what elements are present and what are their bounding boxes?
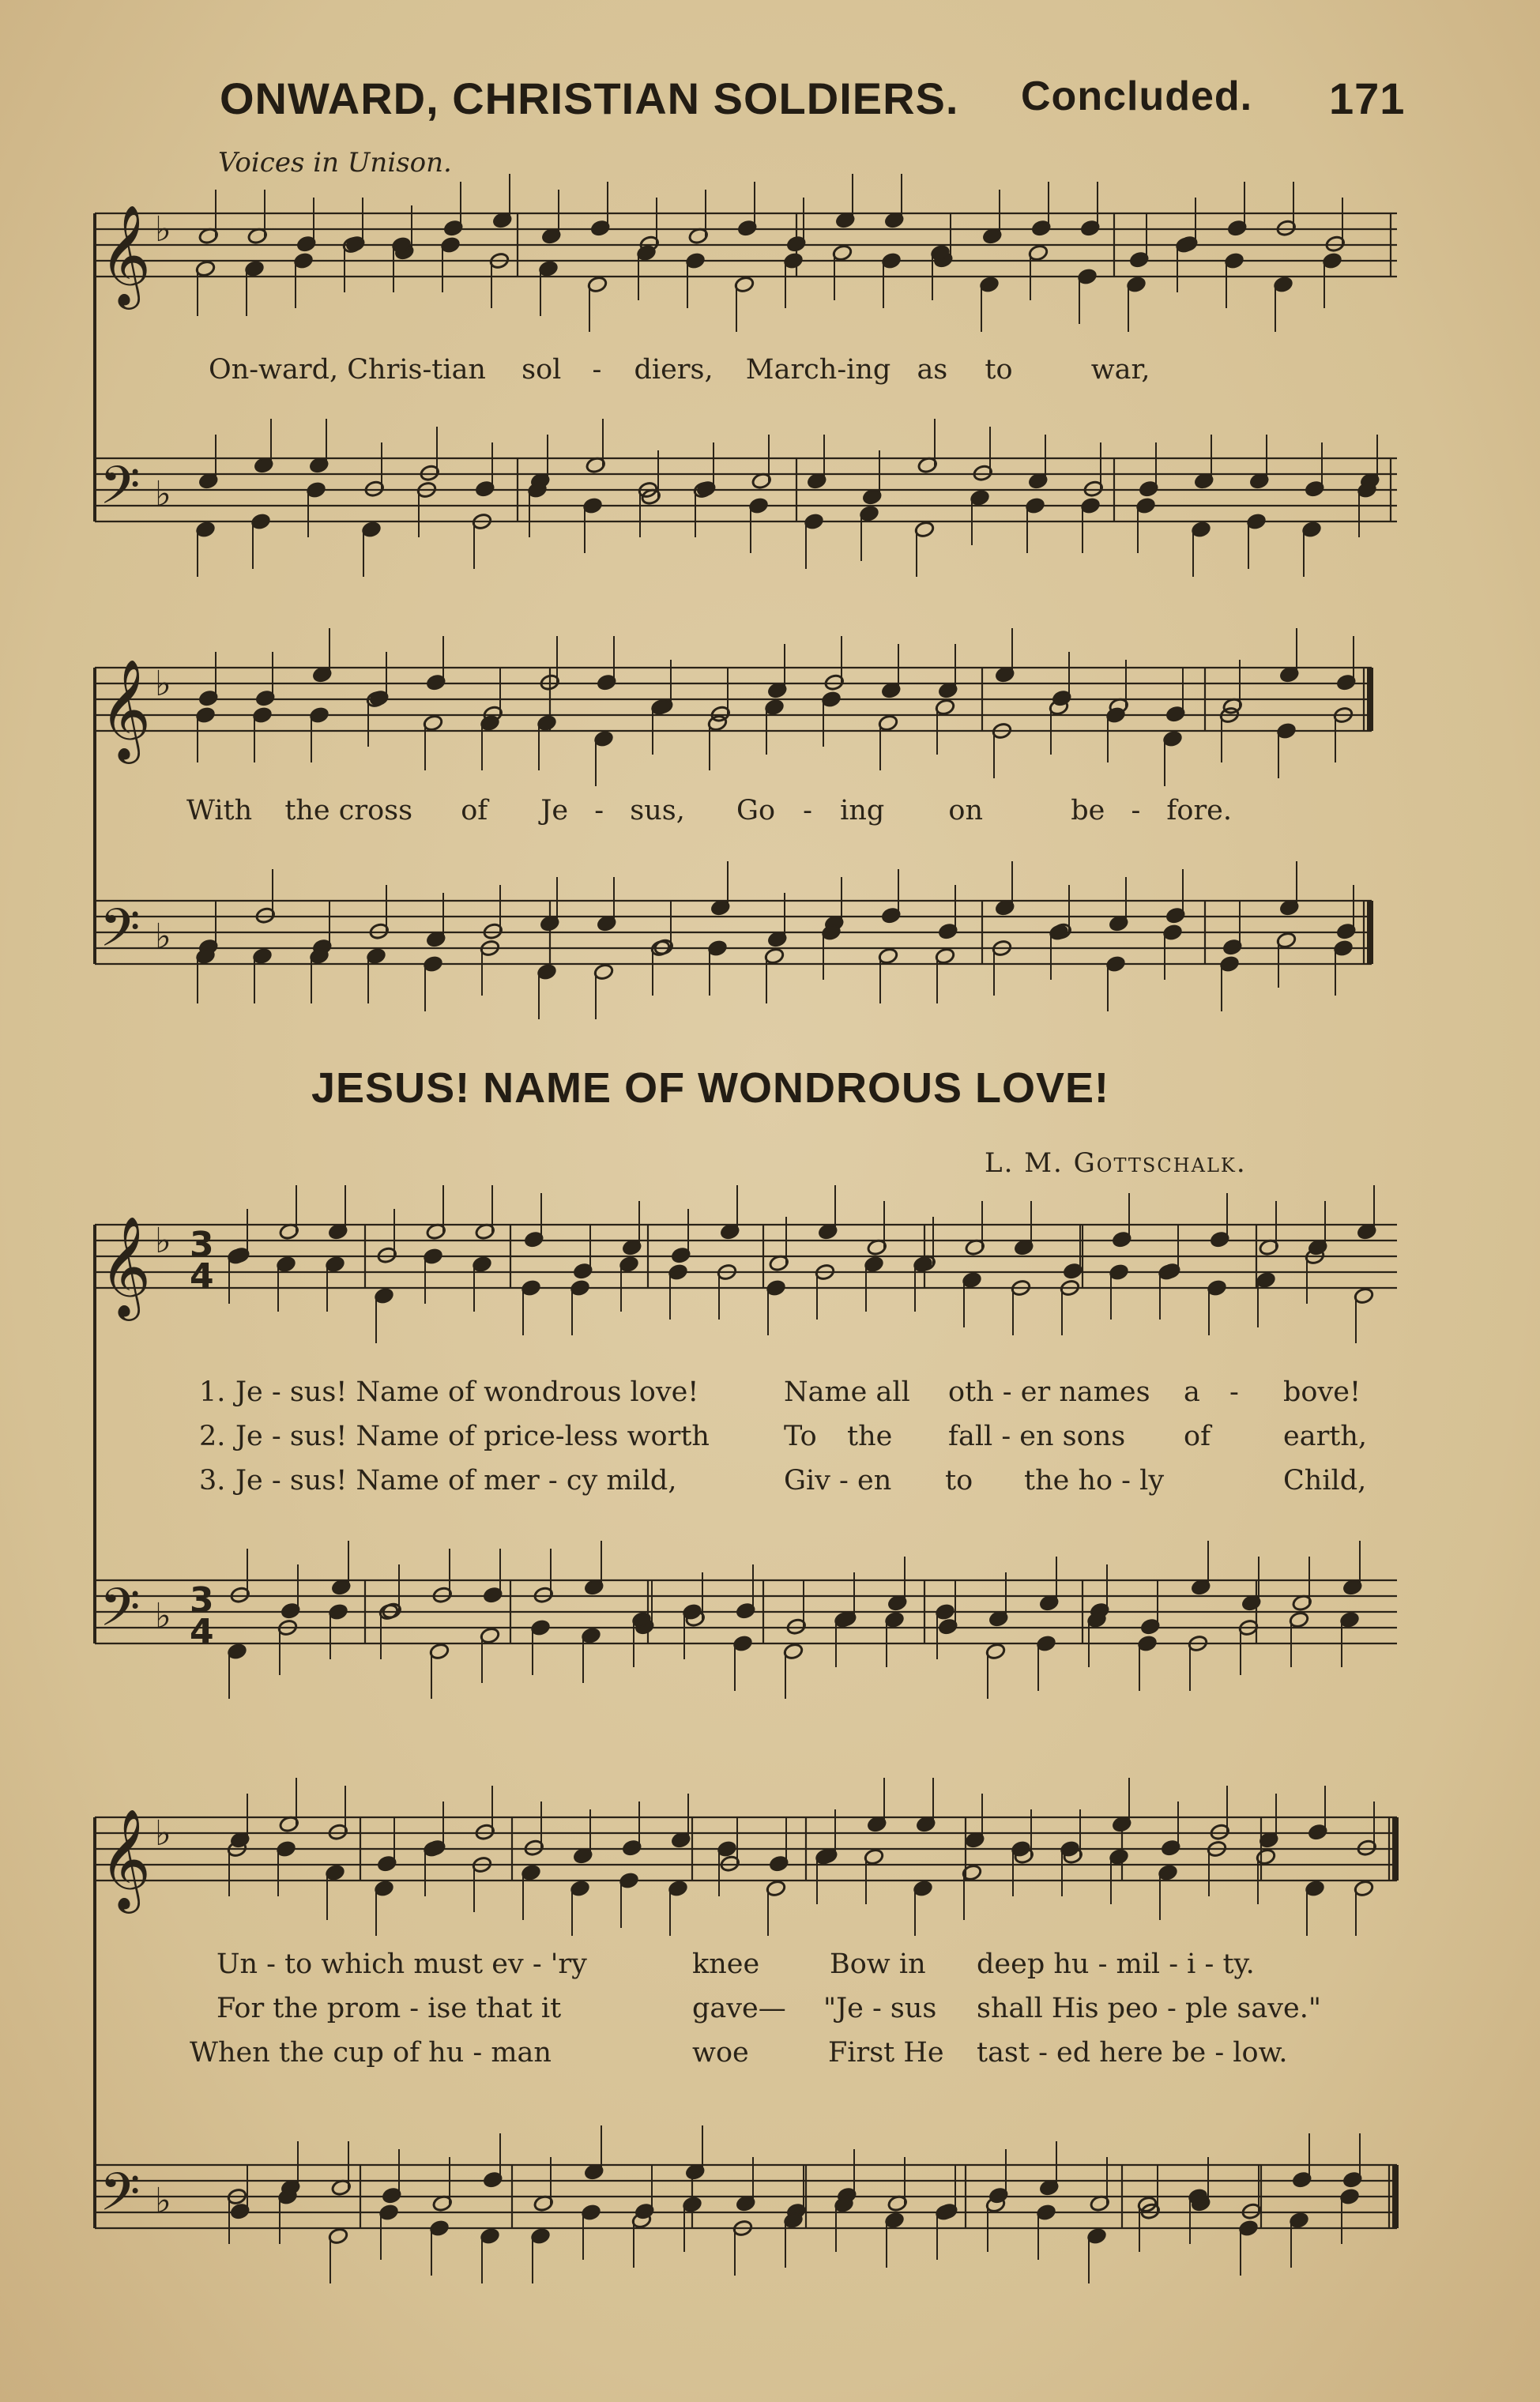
lyric-text: tast - ed here be - low.: [977, 2037, 1288, 2069]
verse-line: [190, 2037, 1288, 2069]
flat-icon: ♭: [155, 209, 171, 250]
lyric-syllable: sol: [521, 354, 562, 386]
lyric-text: oth - er names: [948, 1376, 1150, 1408]
lyric-text: to: [945, 1465, 973, 1497]
composer-credit: L. M. Gottschalk.: [985, 1147, 1247, 1179]
lyric-text: gave—: [692, 1993, 786, 2024]
lyric-text: the ho - ly: [1024, 1465, 1165, 1497]
lyric-syllable: to: [985, 354, 1013, 386]
treble-clef-icon: 𝄞: [100, 204, 152, 305]
lyric-text: Je - sus! Name of mer - cy mild,: [235, 1465, 677, 1497]
verse-line: [199, 1376, 1361, 1408]
flat-icon: ♭: [155, 1813, 171, 1854]
lyric-syllable: war,: [1090, 354, 1150, 386]
time-signature-top: 3: [190, 1225, 214, 1265]
lyrics-line: [209, 354, 1150, 386]
treble-clef-icon: 𝄞: [100, 1215, 152, 1316]
lyric-text: woe: [692, 2037, 749, 2069]
song-title: JESUS! NAME OF WONDROUS LOVE!: [311, 1064, 1110, 1112]
bass-clef-icon: 𝄢: [100, 455, 141, 529]
lyric-syllable: on: [948, 795, 984, 826]
verse-line: [199, 1465, 1367, 1497]
lyric-text: Name all: [784, 1376, 910, 1408]
verse-line: [217, 1993, 1321, 2024]
lyric-text: Je - sus! Name of wondrous love!: [235, 1376, 699, 1408]
lyric-text: Child,: [1283, 1465, 1367, 1497]
flat-icon: ♭: [155, 664, 171, 704]
lyric-syllable: With: [186, 795, 253, 826]
lyrics-line: [186, 795, 1232, 826]
lyric-text: fall - en sons: [948, 1421, 1126, 1452]
lyric-text: Giv - en: [784, 1465, 892, 1497]
lyric-syllable: -: [803, 795, 812, 826]
lyric-text: "Je - sus: [823, 1993, 937, 2024]
treble-clef-icon: 𝄞: [100, 1808, 152, 1909]
flat-icon: ♭: [155, 2181, 171, 2221]
lyric-text: bove!: [1283, 1376, 1361, 1408]
lyric-syllable: March-ing: [745, 354, 891, 386]
lyric-text: the: [847, 1421, 893, 1452]
lyric-syllable: of: [461, 795, 488, 826]
lyric-syllable: ing: [840, 795, 885, 826]
verse-line: [217, 1948, 1255, 1980]
lyric-text: When the cup of hu - man: [190, 2037, 552, 2069]
lyric-text: shall His peo - ple save.": [977, 1993, 1321, 2024]
bass-clef-icon: 𝄢: [100, 2162, 141, 2235]
lyric-text: First He: [828, 2037, 944, 2069]
lyric-syllable: -: [1131, 795, 1141, 826]
lyric-text: Je - sus! Name of price-less worth: [235, 1421, 710, 1452]
lyric-text: deep hu - mil - i - ty.: [977, 1948, 1255, 1980]
flat-icon: ♭: [155, 1221, 171, 1261]
lyric-syllable: -: [592, 354, 602, 386]
lyric-text: knee: [692, 1948, 760, 1980]
staff-treble-2: [95, 668, 1372, 731]
lyric-text: Bow in: [830, 1948, 926, 1980]
lyric-syllable: sus,: [630, 795, 685, 826]
concluded-label: Concluded.: [1021, 73, 1253, 119]
flat-icon: ♭: [155, 1596, 171, 1636]
lyric-syllable: -: [594, 795, 604, 826]
flat-icon: ♭: [155, 917, 171, 957]
lyric-text: -: [1229, 1376, 1239, 1408]
treble-clef-icon: 𝄞: [100, 658, 152, 759]
verse-number: 3.: [199, 1465, 226, 1497]
verse-number: 2.: [199, 1421, 226, 1452]
time-signature-bottom: 4: [190, 1256, 214, 1297]
staff-bass-1: [95, 458, 1397, 521]
bass-clef-icon: 𝄢: [100, 1577, 141, 1651]
flat-icon: ♭: [155, 474, 171, 514]
performance-direction: Voices in Unison.: [218, 147, 452, 179]
lyric-syllable: On-ward, Chris-tian: [209, 354, 486, 386]
lyric-syllable: fore.: [1166, 795, 1233, 826]
time-signature-top: 3: [190, 1580, 214, 1621]
page-number: 171: [1329, 73, 1406, 123]
lyric-text: a: [1184, 1376, 1200, 1408]
lyric-text: For the prom - ise that it: [217, 1993, 562, 2024]
lyric-syllable: be: [1071, 795, 1105, 826]
verse-number: 1.: [199, 1376, 226, 1408]
hymn-title: ONWARD, CHRISTIAN SOLDIERS.: [220, 73, 959, 123]
lyric-syllable: diers,: [634, 354, 714, 386]
lyric-text: of: [1184, 1421, 1211, 1452]
lyric-text: To: [784, 1421, 817, 1452]
lyric-syllable: Go: [736, 795, 776, 826]
verse-line: [199, 1421, 1368, 1452]
lyric-text: earth,: [1283, 1421, 1368, 1452]
bass-clef-icon: 𝄢: [100, 898, 141, 971]
lyric-syllable: Je: [540, 795, 569, 826]
lyric-syllable: the cross: [284, 795, 413, 826]
lyric-text: Un - to which must ev - 'ry: [217, 1948, 587, 1980]
lyric-syllable: as: [917, 354, 948, 386]
time-signature-bottom: 4: [190, 1612, 214, 1652]
staff-treble-3: [95, 1225, 1397, 1288]
